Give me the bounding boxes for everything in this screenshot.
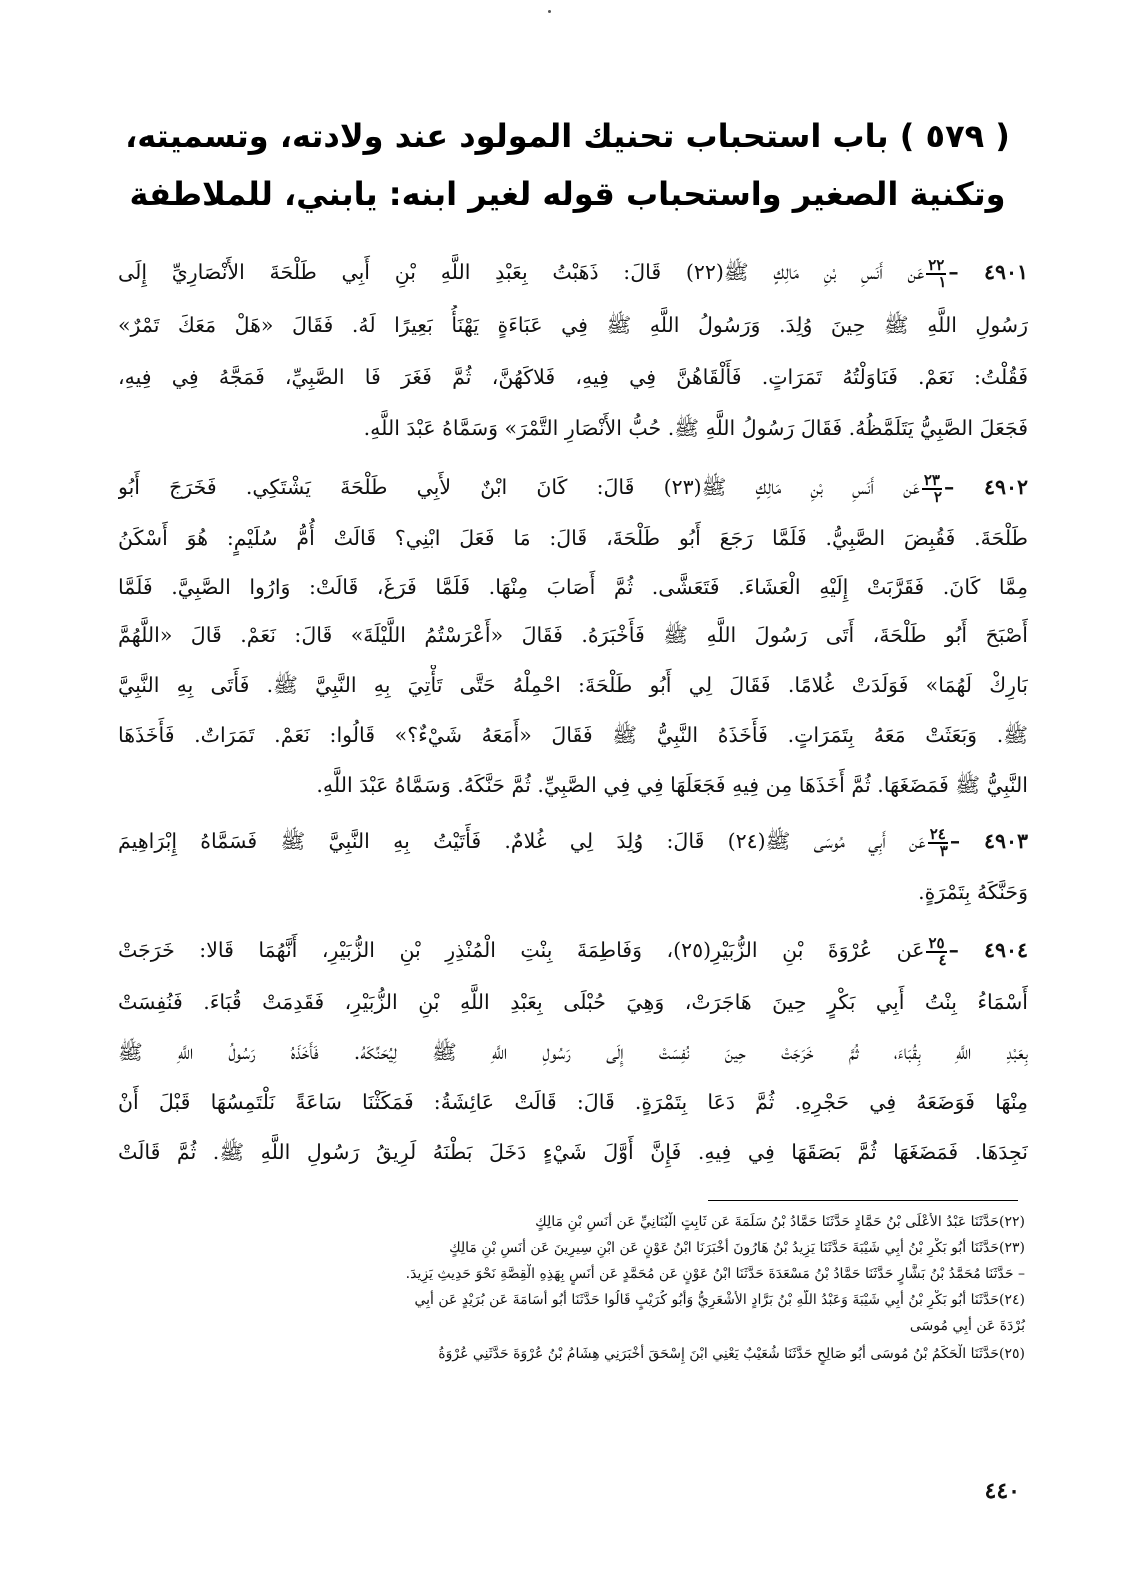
hadith-text: عَن عُرْوَةَ بْنِ الزُّبَيْرِ(٢٥)، وَفَاطِمَةَ بِنْتِ الْمُنْذِرِ بْنِ الزُّبَيْرِ، أَنَّهُمَا قَالا: خَرَجَتْ <box>118 938 925 962</box>
hadith-number: ٤٩٠٤ – <box>948 938 1028 962</box>
hadith-4902-line-7: النَّبِيُّ ﷺ فَمَضَغَهَا. ثُمَّ أَخَذَهَا مِن فِيهِ فَجَعَلَهَا فِي فِي الصَّبِيِّ. ثُمَّ حَنَّكَهُ. وَسَمَّاهُ عَبْدَ اللَّهِ. <box>316 773 1028 797</box>
footnote-23-continued: – حَدَّثَنَا مُحَمَّدُ بْنُ بَشَّارٍ حَدَّثَنَا حَمَّادُ بْنُ مَسْعَدَةَ حَدَّثَنَا ابْنُ عَوْنٍ عَن مُحَمَّدٍ عَن أَنَسٍ بِهَذِهِ الْقِصَّةِ نَحْوَ حَدِيثِ يَزِيدَ. <box>405 1266 1025 1282</box>
hadith-4902-line-3: مِمَّا كَانَ. فَقَرَّبَتْ إِلَيْهِ الْعَشَاءَ. فَتَعَشَّى. ثُمَّ أَصَابَ مِنْهَا. فَلَمَّا فَرَغَ، قَالَتْ: وَارُوا الصَّبِيَّ. فَلَمَّا <box>118 575 1028 599</box>
fraction-top: ٢٣ <box>923 470 940 489</box>
page-number: ٤٤٠ <box>984 1478 1020 1504</box>
hadith-4902-line-5: بَارِكْ لَهُمَا» فَوَلَدَتْ غُلامًا. فَقَالَ لِي أَبُو طَلْحَةَ: احْمِلْهُ حَتَّى تَأْتِيَ بِهِ النَّبِيَّ ﷺ. فَأَتَى بِهِ النَّبِيَّ <box>118 673 1028 697</box>
footnote-22: (٢٢)حَدَّثَنَا عَبْدُ الأَعْلَى بْنُ حَمَّادٍ حَدَّثَنَا حَمَّادُ بْنُ سَلَمَةَ عَن ثَابِتٍ الْبُنَانِيِّ عَن أَنَسِ بْنِ مَالِكٍ <box>535 1214 1025 1230</box>
fraction-top: ٢٢ <box>928 255 945 274</box>
hadith-fraction <box>922 470 942 506</box>
hadith-4903-line-2: وَحَنَّكَهُ بِتَمْرَةٍ. <box>918 880 1028 904</box>
hadith-number: ٤٩٠٢ – <box>943 475 1028 499</box>
footnote-24: (٢٤)حَدَّثَنَا أَبُو بَكْرِ بْنُ أَبِي شَيْبَةَ وَعَبْدُ اللَّهِ بْنُ بَرَّادٍ الأَشْعَرِيُّ وَأَبُو كُرَيْبٍ قَالُوا حَدَّثَنَا أَبُو أُسَامَةَ عَن بُرَيْدٍ عَن أَبِي <box>414 1292 1025 1308</box>
footnote-23: (٢٣)حَدَّثَنَا أَبُو بَكْرِ بْنُ أَبِي شَيْبَةَ حَدَّثَنَا يَزِيدُ بْنُ هَارُونَ أَخْبَرَنَا ابْنُ عَوْنٍ عَن ابْنِ سِيرِينَ عَن أَنَسِ بْنِ مَالِكٍ <box>449 1240 1025 1256</box>
fraction-top: ٢٤ <box>929 824 946 843</box>
fraction-bottom: ٣ <box>939 841 948 860</box>
footnote-separator <box>708 1200 1018 1201</box>
hadith-4901-line-3: فَقُلْتُ: نَعَمْ. فَنَاوَلْتُهُ تَمَرَاتٍ. فَأَلْقَاهُنَّ فِي فِيهِ، فَلاكَهُنَّ، ثُمَّ فَغَرَ فَا الصَّبِيِّ، فَمَجَّهُ فِي فِيهِ، <box>118 365 1028 389</box>
scan-dot <box>548 10 551 13</box>
hadith-4904-line-3: بِعَبْدِ اللَّهِ بِقُبَاءَ، ثُمَّ خَرَجَتْ حِينَ نُفِسَتْ إِلَى رَسُولِ اللَّهِ ﷺ لِيُحَنِّكَهُ. فَأَخَذَهُ رَسُولُ اللَّهِ ﷺ <box>118 1040 1028 1064</box>
hadith-4902-line-1 <box>118 467 1028 507</box>
hadith-number: ٤٩٠١ – <box>948 260 1028 284</box>
hadith-fraction <box>926 255 947 291</box>
hadith-4903-line-1 <box>118 821 1028 861</box>
hadith-4901-line-4: فَجَعَلَ الصَّبِيُّ يَتَلَمَّظُهُ. فَقَالَ رَسُولُ اللَّهِ ﷺ. حُبُّ الأَنْصَارِ التَّمْرَ» وَسَمَّاهُ عَبْدَ اللَّهِ. <box>363 416 1028 440</box>
hadith-4901-line-1 <box>118 252 1028 292</box>
hadith-4904-line-5: نَجِدَهَا. فَمَضَغَهَا ثُمَّ بَصَقَهَا فِي فِيهِ. فَإِنَّ أَوَّلَ شَيْءٍ دَخَلَ بَطْنَهُ لَرِيقُ رَسُولِ اللَّهِ ﷺ. ثُمَّ قَالَتْ <box>118 1140 1028 1164</box>
footnote-24-continued: بُرْدَةَ عَن أَبِي مُوسَى <box>909 1318 1025 1334</box>
hadith-fraction <box>926 933 947 969</box>
fraction-bottom: ٤ <box>938 950 947 969</box>
hadith-4904-line-1 <box>118 930 1028 970</box>
hadith-4904-line-4: مِنْهَا فَوَضَعَهُ فِي حَجْرِهِ. ثُمَّ دَعَا بِتَمْرَةٍ. قَالَ: قَالَتْ عَائِشَةُ: فَمَكَثْنَا سَاعَةً نَلْتَمِسُهَا قَبْلَ أَنْ <box>118 1090 1028 1114</box>
hadith-text: عَن أَنَسِ بْنِ مَالِكٍ ﷺ(٢٢) قَالَ: ذَهَبْتُ بِعَبْدِ اللَّهِ بْنِ أَبِي طَلْحَةَ الأَنْصَارِيِّ إِلَى <box>118 260 925 284</box>
footnote-25: (٢٥)حَدَّثَنَا الْحَكَمُ بْنُ مُوسَى أَبُو صَالِحٍ حَدَّثَنَا شُعَيْبٌ يَعْنِي ابْنَ إِسْحَقَ أَخْبَرَنِي هِشَامُ بْنُ عُرْوَةَ حَدَّثَنِي عُرْوَةُ <box>438 1346 1025 1362</box>
hadith-4902-line-6: ﷺ. وَبَعَثَتْ مَعَهُ بِتَمَرَاتٍ. فَأَخَذَهُ النَّبِيُّ ﷺ فَقَالَ «أَمَعَهُ شَيْءٌ؟» قَالُوا: نَعَمْ. تَمَرَاتٌ. فَأَخَذَهَا <box>118 723 1028 747</box>
hadith-4901-line-2: رَسُولِ اللَّهِ ﷺ حِينَ وُلِدَ. وَرَسُولُ اللَّهِ ﷺ فِي عَبَاءَةٍ يَهْنَأُ بَعِيرًا لَهُ. فَقَالَ «هَلْ مَعَكَ تَمْرٌ» <box>118 313 1028 337</box>
chapter-title-line-2: وتكنية الصغير واستحباب قوله لغير ابنه: يابني، للملاطفة <box>129 175 1006 213</box>
hadith-fraction <box>928 824 948 860</box>
hadith-4902-line-2: طَلْحَةَ. فَقُبِضَ الصَّبِيُّ. فَلَمَّا رَجَعَ أَبُو طَلْحَةَ، قَالَ: مَا فَعَلَ ابْنِي؟ قَالَتْ أُمُّ سُلَيْمٍ: هُوَ أَسْكَنُ <box>118 526 1028 550</box>
hadith-text: عَن أَنَسِ بْنِ مَالِكٍ ﷺ(٢٣) قَالَ: كَانَ ابْنٌ لأَبِي طَلْحَةَ يَشْتَكِي. فَخَرَجَ أَبُو <box>118 475 920 499</box>
hadith-number: ٤٩٠٣ – <box>949 829 1028 853</box>
fraction-top: ٢٥ <box>928 933 945 952</box>
hadith-4902-line-4: أَصْبَحَ أَبُو طَلْحَةَ، أَتَى رَسُولَ اللَّهِ ﷺ فَأَخْبَرَهُ. فَقَالَ «أَعْرَسْتُمُ اللَّيْلَةَ» قَالَ: نَعَمْ. قَالَ «اللَّهُمَّ <box>118 623 1028 647</box>
fraction-bottom: ١ <box>938 272 947 291</box>
chapter-title-line-1: ( ٥٧٩ ) باب استحباب تحنيك المولود عند ولادته، وتسميته، <box>125 117 1010 155</box>
hadith-4904-line-2: أَسْمَاءُ بِنْتُ أَبِي بَكْرٍ حِينَ هَاجَرَتْ، وَهِيَ حُبْلَى بِعَبْدِ اللَّهِ بْنِ الزُّبَيْرِ، فَقَدِمَتْ قُبَاءَ. فَنُفِسَتْ <box>118 990 1028 1014</box>
fraction-bottom: ٢ <box>933 487 942 506</box>
hadith-text: عَن أَبِي مُوسَى ﷺ(٢٤) قَالَ: وُلِدَ لِي غُلامٌ. فَأَتَيْتُ بِهِ النَّبِيَّ ﷺ فَسَمَّاهُ إِبْرَاهِيمَ <box>118 829 926 853</box>
